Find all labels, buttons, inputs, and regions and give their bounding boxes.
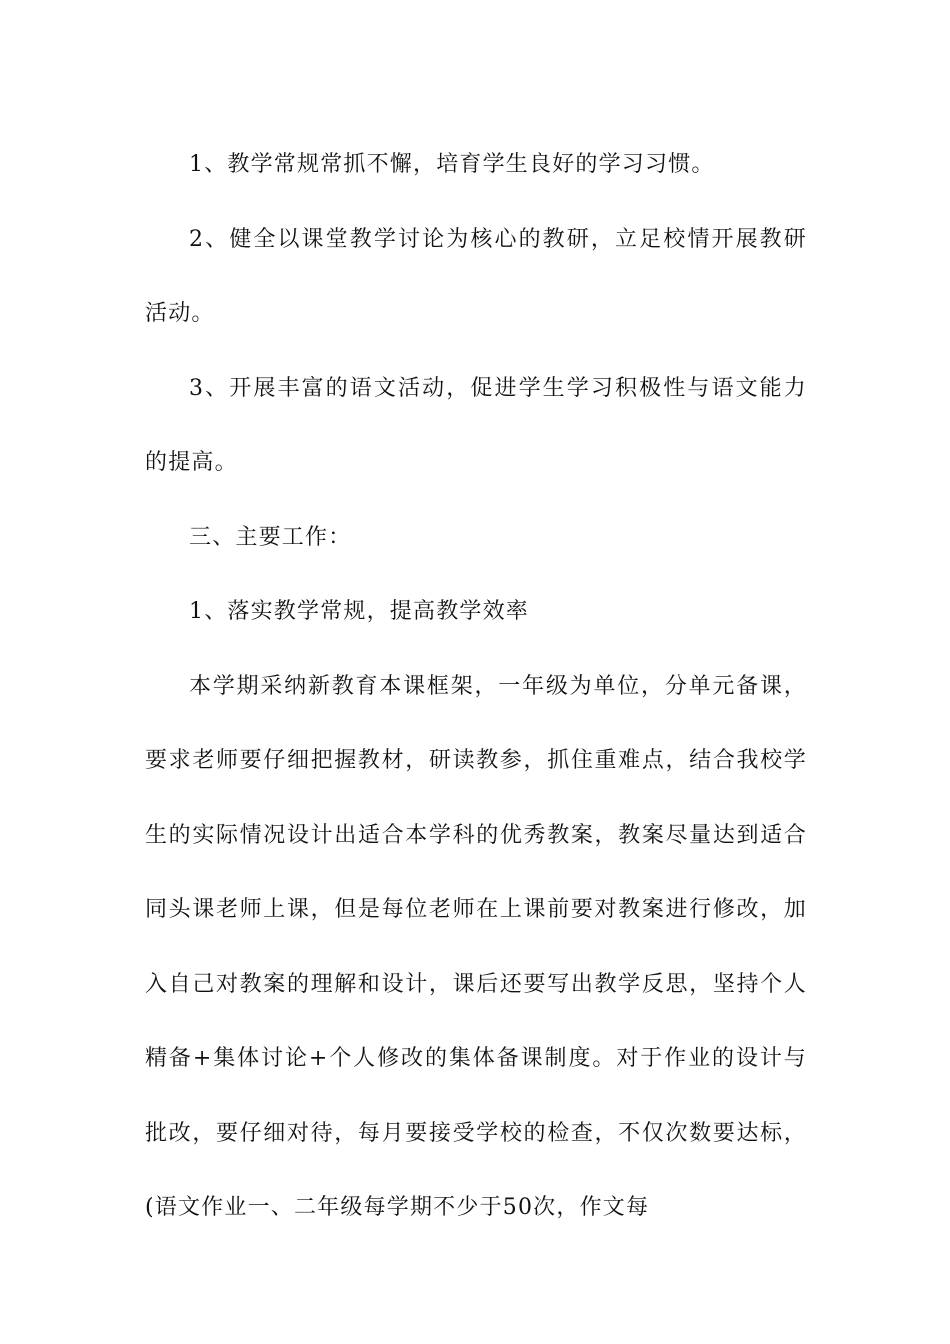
paragraph-lesson-preparation: 本学期采纳新教育本课框架，一年级为单位，分单元备课，要求老师要仔细把握教材，研读教参，抓住重难点，结合我校学生的实际情况设计出适合本学科的优秀教案，教案尽量达到适合同头课老师上课，但是每位老师在上课前要对教案进行修改，加入自己对教案的理解和设计，课后还要写出教学反思，坚持个人精备+集体讨论+个人修改的集体备课制度。对于作业的设计与批改，要仔细对待，每月要接受学校的检查，不仅次数要达标，(语文作业一、二年级每学期不少于50次，作文每 — [145, 673, 807, 1220]
document-body — [145, 128, 807, 1246]
paragraph-goal-3: 3、开展丰富的语文活动，促进学生学习积极性与语文能力的提高。 — [145, 375, 807, 475]
paragraph-goal-1: 1、教学常规常抓不懈，培育学生良好的学习习惯。 — [189, 152, 715, 177]
section-heading-main-work: 三、主要工作： — [189, 524, 352, 550]
subheading-teaching-routine: 1、落实教学常规，提高教学效率 — [189, 599, 529, 624]
paragraph-goal-2: 2、健全以课堂教学讨论为核心的教研，立足校情开展教研活动。 — [145, 226, 807, 326]
